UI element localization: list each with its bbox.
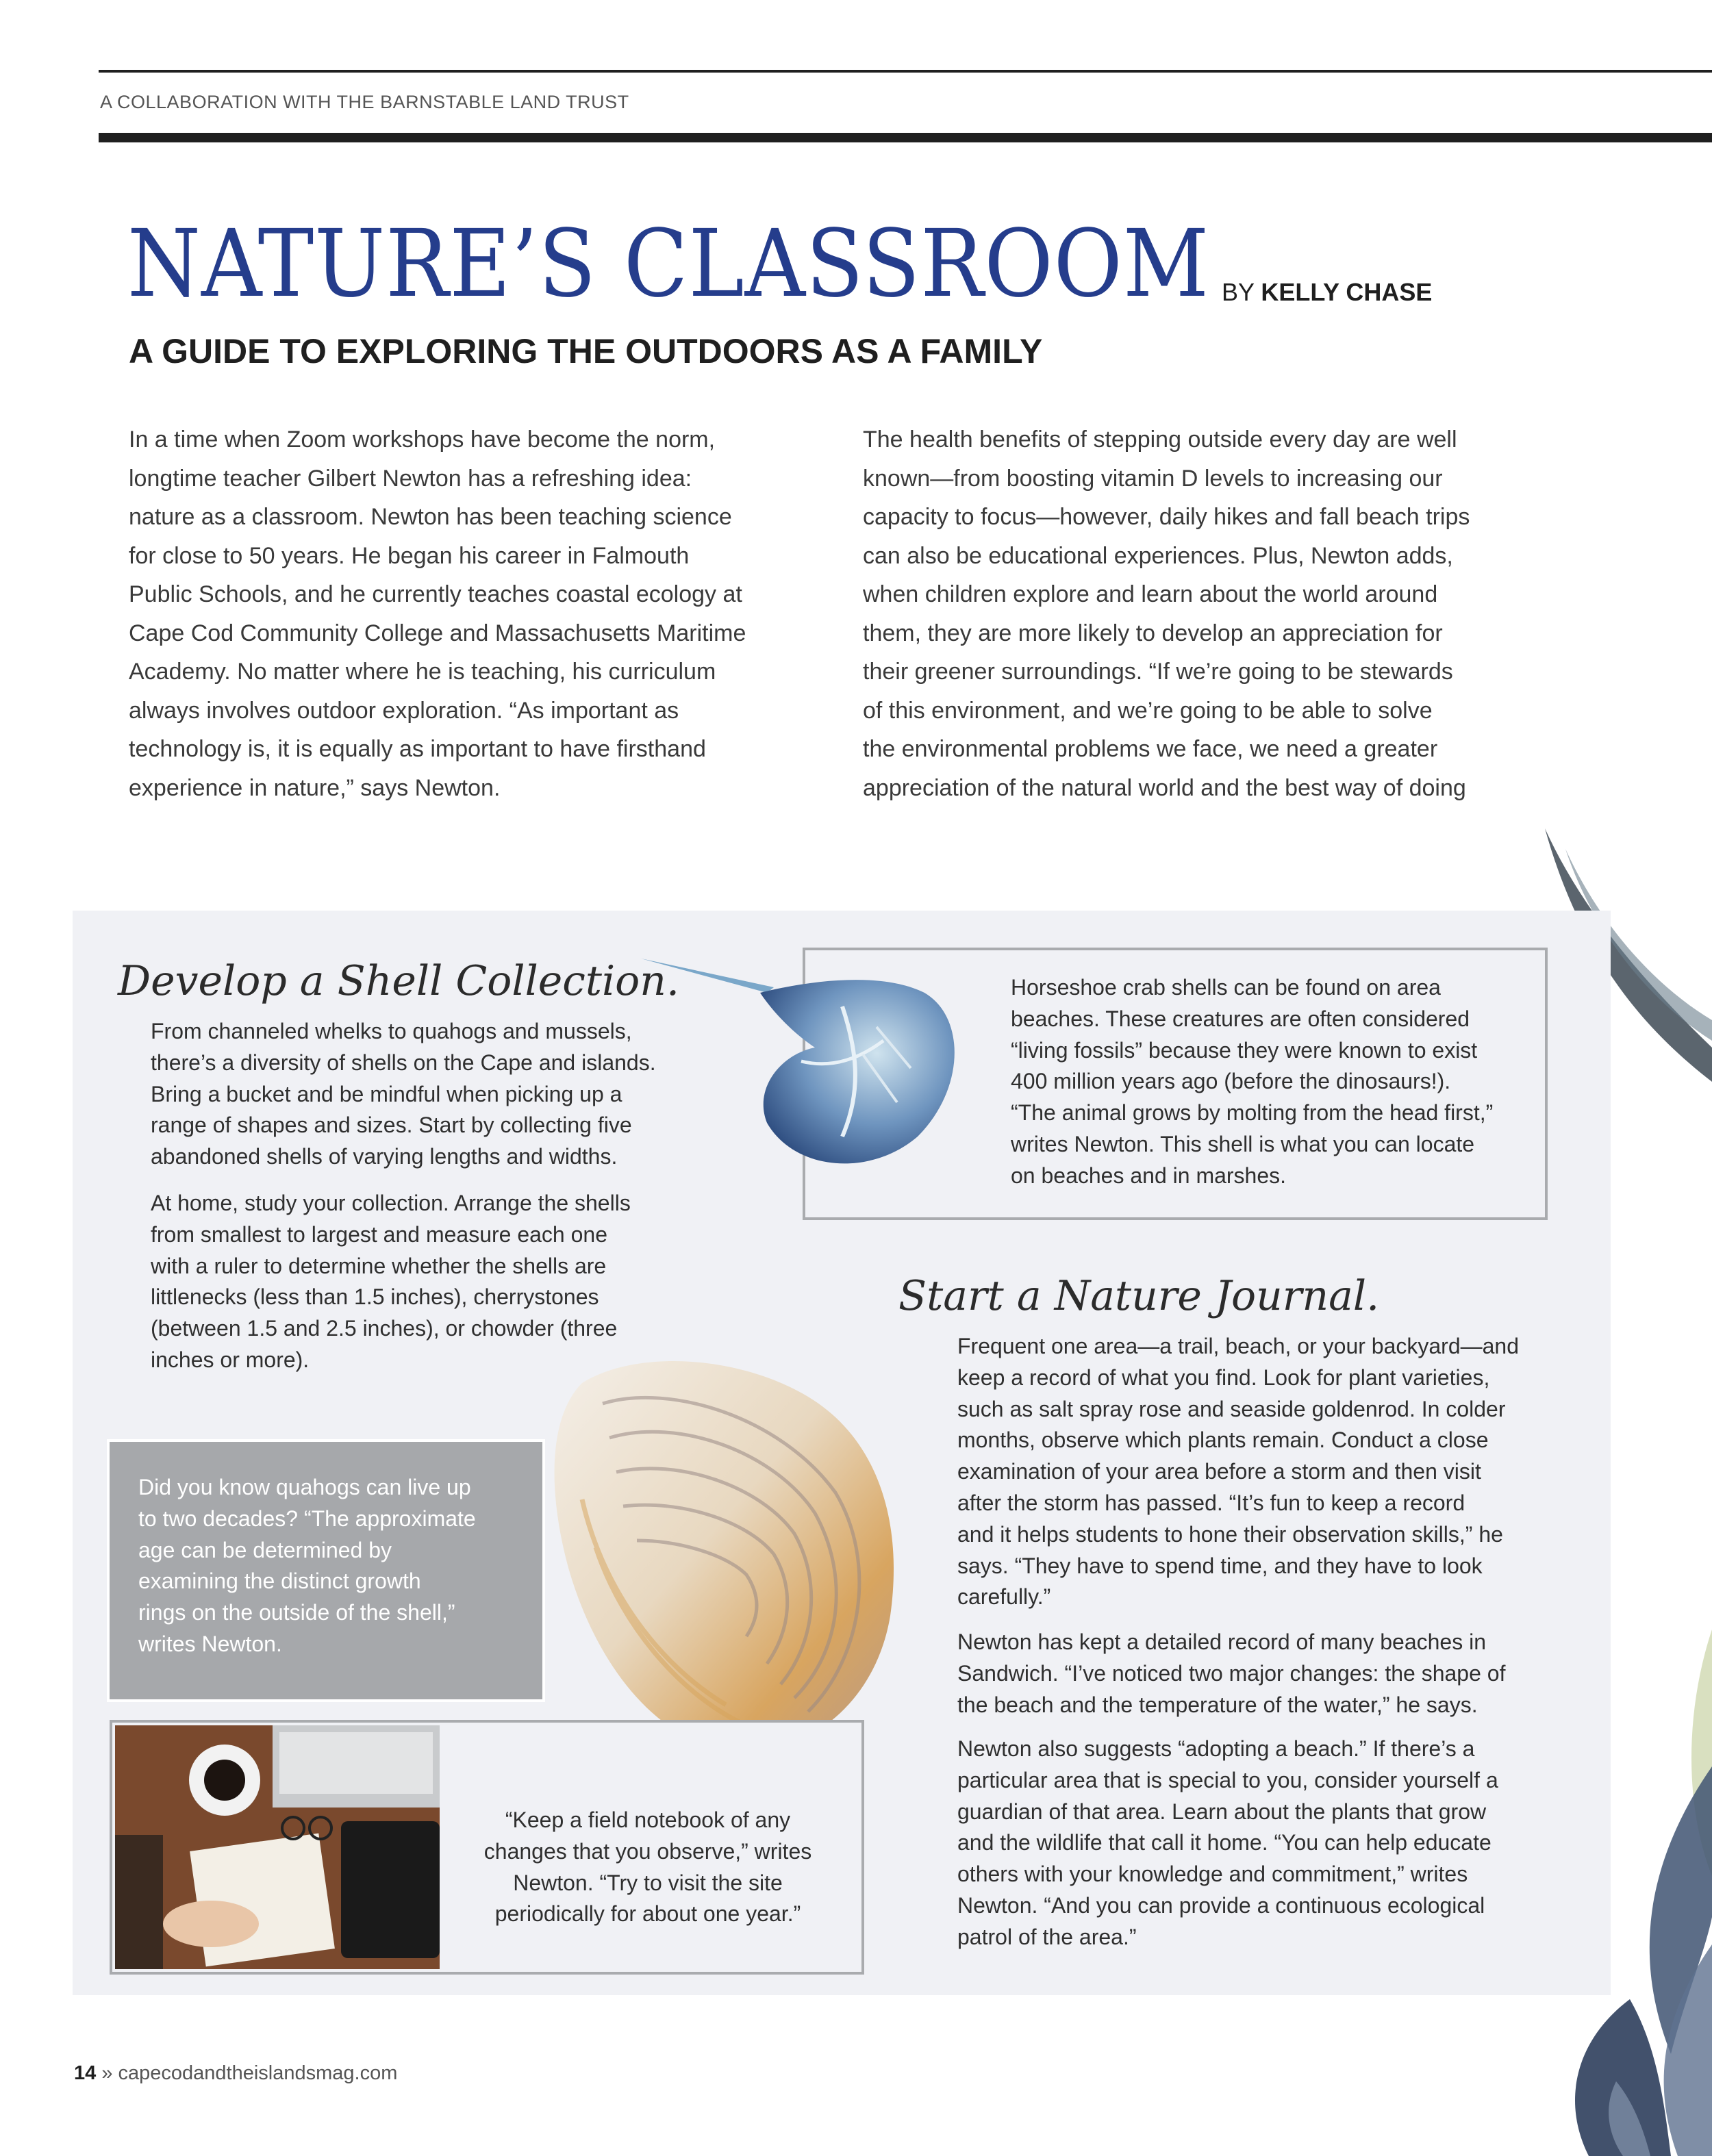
watercolor-leaves-bottom-icon [1548,1629,1712,2156]
horseshoe-crab-text: Horseshoe crab shells can be found on area beaches. These creatures are often considered “living fossils” because they were known to exist 400 million years ago (before the dinosaurs!). “The animal grows by molting from the head first,” writes Newton. This shell is what you can locate on beaches and in marshes. [1011,975,1494,1188]
author-name: KELLY CHASE [1261,278,1433,306]
journal-paragraph-2: Newton has kept a detailed record of many beaches in Sandwich. “I’ve noticed two major changes: the shape of the beach and the temperature of the water,” he says. [957,1629,1506,1717]
header-thick-rule [99,133,1712,142]
shell-collection-heading: Develop a Shell Collection. [118,957,680,1005]
journal-paragraph-1: Frequent one area—a trail, beach, or your backyard—and keep a record of what you find. Look for plant varieties, such as salt spray rose and seaside goldenrod. In colder months, observe which plants remain. Conduct a close examination of your area before a storm and then visit after the storm has passed. “It’s fun to keep a record and it helps students to hone their observation skills,” he says. “They have to spend time, and they have to look carefully.” [957,1334,1520,1610]
intro-column-left: In a time when Zoom workshops have become the norm, longtime teacher Gilbert Newton has a refreshing idea: nature as a classroom. Newton has been teaching science for close to 50 years. He began his career in Falmouth Public Schools, and he currently teaches coastal ecology at Cape Cod Community College and Massachusetts Maritime Academy. No matter where he is teaching, his curriculum always involves outdoor exploration. “As important as technology is, it is equally as important to have firsthand experience in nature,” says Newton. [129,427,746,801]
header-top-rule [99,70,1712,73]
desk-notebook-photo-icon [115,1725,440,1969]
field-notebook-quote: “Keep a field notebook of any changes that you observe,” writes Newton. “Try to visit the site periodically for about one year.” [483,1808,812,1927]
journal-paragraph-3: Newton also suggests “adopting a beach.” If there’s a particular area that is special to you, consider yourself a guardian of that area. Learn about the plants that grow and the wildlife that call it home. “You can help educate others with your knowledge and commitment,” writes Newton. “And you can provide a continuous ecological patrol of the area.” [957,1736,1498,1949]
footer-website: capecodandtheislandsmag.com [118,2062,398,2084]
intro-column-right: The health benefits of stepping outside every day are well known—from boosting vitamin D levels to increasing our capacity to focus—however, daily hikes and fall beach trips can also be educational experiences. Plus, Newton adds, when children explore and learn about the world around them, they are more likely to develop an appreciation for their greener surroundings. “If we’re going to be stewards of this environment, and we’re going to be able to solve the environmental problems we face, we need a greater appreciation of the natural world and the best way of doing [863,427,1470,801]
shell-paragraph-2: At home, study your collection. Arrange the shells from smallest to largest and measure each one with a ruler to determine whether the shells are littlenecks (less than 1.5 inches), cherrystones (between 1.5 and 2.5 inches), or chowder (three inches or more). [151,1191,631,1372]
footer-separator: » [96,2062,118,2084]
nature-journal-heading: Start a Nature Journal. [898,1272,1380,1320]
collaboration-label: A COLLABORATION WITH THE BARNSTABLE LAND TRUST [100,92,629,112]
article-subtitle: A GUIDE TO EXPLORING THE OUTDOORS AS A FAMILY [129,332,1043,370]
page-number: 14 [74,2062,97,2084]
page-footer [74,2062,397,2085]
shell-paragraph-1: From channeled whelks to quahogs and mussels, there’s a diversity of shells on the Cape and islands. Bring a bucket and be mindful when picking up a range of shapes and sizes. Start by collecting five abandoned shells of varying lengths and widths. [151,1019,656,1169]
horseshoe-crab-icon [637,952,993,1184]
quahog-shell-icon [520,1342,924,1766]
article-title: NATURE’S CLASSROOM [127,210,1210,318]
byline-prefix: BY [1222,278,1261,306]
quahog-callout-text: Did you know quahogs can live up to two decades? “The approximate age can be determined by examining the distinct growth rings on the outside of the shell,” writes Newton. [138,1475,476,1656]
byline [1222,278,1432,307]
